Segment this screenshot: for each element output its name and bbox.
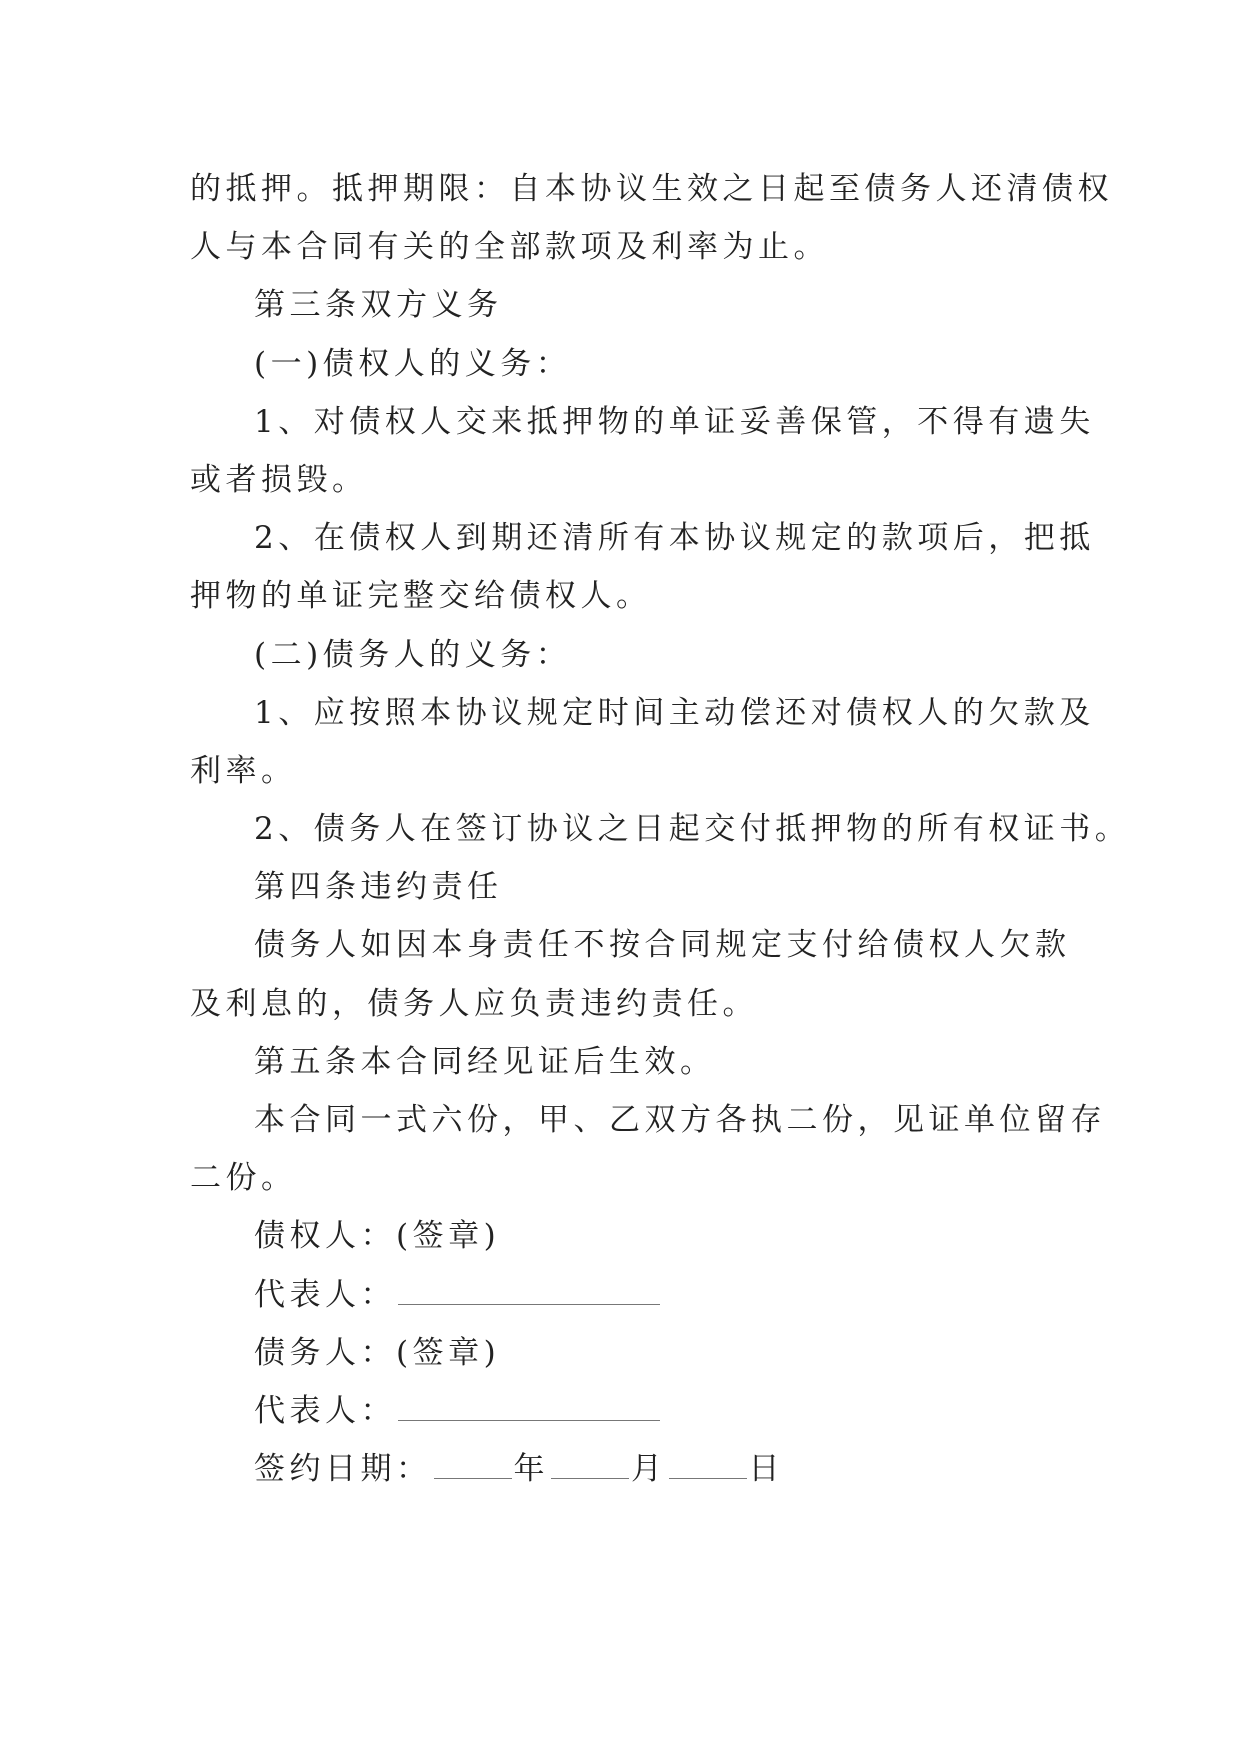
paragraph-line: 或者损毁。 xyxy=(190,461,368,498)
paragraph-line: 利率。 xyxy=(190,752,297,789)
debtor-label: 债务人：(签章) xyxy=(254,1334,501,1371)
debtor-signature-line xyxy=(190,1324,1060,1382)
creditor-rep-label: 代表人： xyxy=(254,1276,396,1313)
paragraph-line: 二份。 xyxy=(190,1160,297,1197)
debtor-rep-label: 代表人： xyxy=(254,1392,396,1429)
paragraph-line: 人与本合同有关的全部款项及利率为止。 xyxy=(190,229,829,266)
paragraph-line: 2、债务人在签订协议之日起交付抵押物的所有权证书。 xyxy=(254,811,1131,848)
article-five-heading: 第五条本合同经见证后生效。 xyxy=(254,1043,716,1080)
creditor-label: 债权人：(签章) xyxy=(254,1218,501,1255)
paragraph-line: 本合同一式六份，甲、乙双方各执二份，见证单位留存 xyxy=(254,1102,1106,1138)
paragraph-line: 债务人如因本身责任不按合同规定支付给债权人欠款 xyxy=(254,927,1071,964)
article-four-heading: 第四条违约责任 xyxy=(254,869,503,906)
day-label: 日 xyxy=(748,1451,784,1488)
date-label: 签约日期： xyxy=(254,1451,432,1488)
year-blank[interactable] xyxy=(434,1456,512,1479)
creditor-signature-line xyxy=(190,1207,1060,1265)
paragraph-line: 2、在债权人到期还清所有本协议规定的款项后，把抵 xyxy=(254,520,1095,557)
creditor-representative-line xyxy=(190,1266,1060,1324)
paragraph-line: 的抵押。抵押期限：自本协议生效之日起至债务人还清债权 xyxy=(190,171,1113,207)
creditor-rep-blank[interactable] xyxy=(398,1282,660,1305)
contract-body xyxy=(190,160,1131,1498)
year-label: 年 xyxy=(513,1451,549,1488)
creditor-duties-heading: (一)债权人的义务： xyxy=(254,345,572,382)
signing-date-line xyxy=(190,1440,1060,1498)
paragraph-line: 及利息的，债务人应负责违约责任。 xyxy=(190,985,758,1022)
debtor-representative-line xyxy=(190,1382,1060,1440)
debtor-duties-heading: (二)债务人的义务： xyxy=(254,636,572,673)
paragraph-line: 1、对债权人交来抵押物的单证妥善保管，不得有遗失 xyxy=(254,403,1095,440)
article-three-heading: 第三条双方义务 xyxy=(254,287,503,324)
debtor-rep-blank[interactable] xyxy=(398,1398,660,1421)
paragraph-line: 押物的单证完整交给债权人。 xyxy=(190,578,652,615)
paragraph-line: 1、应按照本协议规定时间主动偿还对债权人的欠款及 xyxy=(254,694,1095,731)
month-blank[interactable] xyxy=(551,1456,629,1479)
day-blank[interactable] xyxy=(669,1456,747,1479)
month-label: 月 xyxy=(631,1451,667,1488)
